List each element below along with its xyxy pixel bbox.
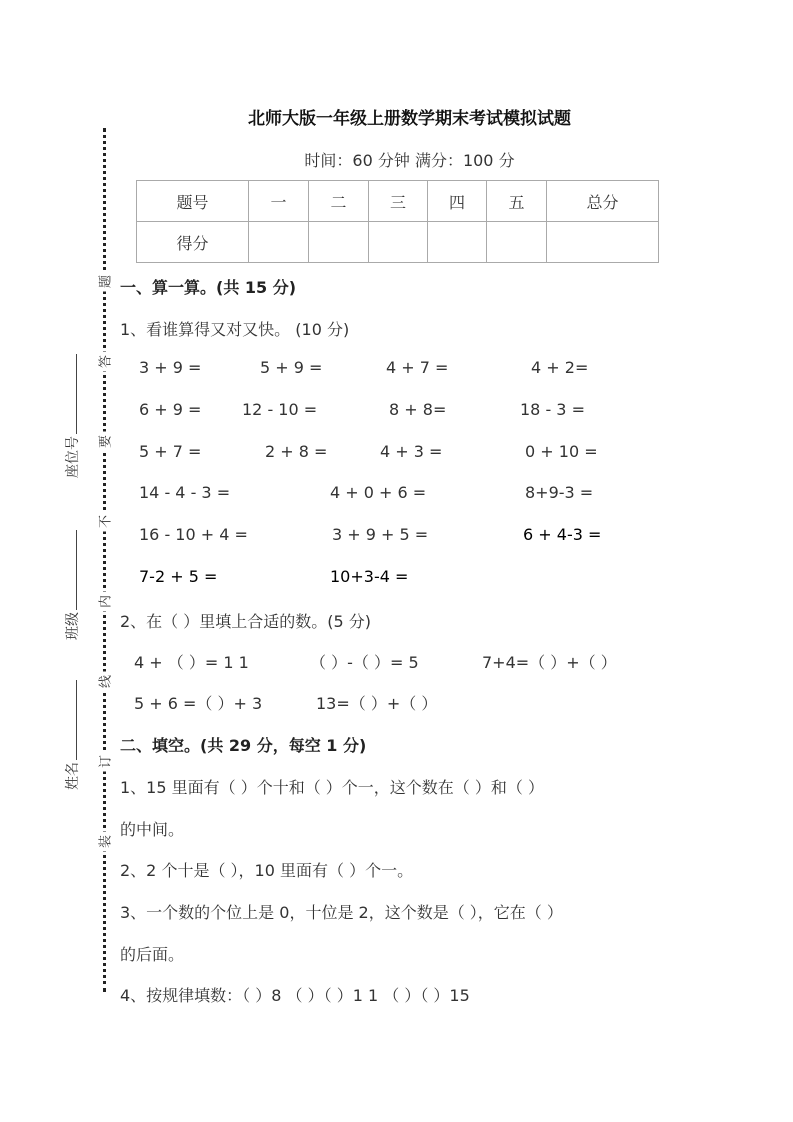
section1-heading: 一、算一算。(共 15 分)	[120, 278, 297, 297]
question-line: 3、一个数的个位上是 0，十位是 2，这个数是（ ），它在（ ）	[120, 903, 563, 922]
equation: 4 + 7 =	[386, 358, 449, 377]
equation: 8 + 8=	[389, 400, 447, 419]
equation: 2 + 8 =	[265, 442, 328, 461]
equation: 12 - 10 =	[242, 400, 318, 419]
fill-blank[interactable]: 5 + 6 =（ ）+ 3	[134, 694, 263, 713]
margin-char: 内	[95, 592, 114, 612]
blank-line	[76, 680, 77, 760]
blank-line	[76, 354, 77, 434]
name-field[interactable]	[62, 680, 82, 790]
page-title: 北师大版一年级上册数学期末考试模拟试题	[248, 109, 571, 129]
score-input[interactable]	[428, 222, 487, 263]
seat-number-field[interactable]	[62, 354, 82, 478]
equation: 4 + 0 + 6 =	[330, 483, 427, 502]
equation: 10+3-4 =	[330, 567, 409, 586]
equation: 5 + 7 =	[139, 442, 202, 461]
exam-info: 时间：60 分钟 满分：100 分	[304, 151, 515, 170]
equation: 6 + 9 =	[139, 400, 202, 419]
table-cell: 题号	[137, 181, 249, 222]
question-line: 的后面。	[120, 945, 185, 964]
equation: 5 + 9 =	[260, 358, 323, 377]
equation: 4 + 3 =	[380, 442, 443, 461]
equation: 4 + 2=	[531, 358, 589, 377]
score-input[interactable]	[309, 222, 369, 263]
question-2: 2、在（ ）里填上合适的数。(5 分)	[120, 612, 372, 631]
equation: 18 - 3 =	[520, 400, 585, 419]
margin-char: 线	[95, 672, 114, 692]
table-row	[137, 181, 659, 222]
class-label: 班级	[65, 612, 81, 640]
score-input[interactable]	[369, 222, 428, 263]
fill-blank[interactable]: 7+4=（ ）+（ ）	[482, 653, 617, 672]
margin-char: 订	[95, 752, 114, 772]
score-input[interactable]	[249, 222, 309, 263]
score-table	[136, 180, 659, 263]
equation: 3 + 9 + 5 =	[332, 525, 429, 544]
score-input[interactable]	[547, 222, 659, 263]
margin-char: 要	[95, 432, 114, 452]
margin-char: 不	[95, 512, 114, 532]
class-field[interactable]	[62, 530, 82, 640]
equation: 3 + 9 =	[139, 358, 202, 377]
table-cell: 四	[428, 181, 487, 222]
seat-number-label: 座位号	[65, 436, 81, 478]
table-cell: 得分	[137, 222, 249, 263]
question-line: 1、15 里面有（ ）个十和（ ）个一，这个数在（ ）和（ ）	[120, 778, 544, 797]
question-line: 4、按规律填数：（ ）8 （ ）（ ）1 1 （ ）（ ）15	[120, 986, 470, 1005]
table-cell: 三	[369, 181, 428, 222]
margin-char: 题	[95, 272, 114, 292]
fill-blank[interactable]: （ ）-（ ）= 5	[310, 653, 419, 672]
equation: 16 - 10 + 4 =	[139, 525, 248, 544]
section2-heading: 二、填空。(共 29 分，每空 1 分)	[120, 736, 367, 755]
table-cell: 二	[309, 181, 369, 222]
question-1: 1、看谁算得又对又快。 (10 分)	[120, 320, 350, 339]
margin-char: 装	[95, 832, 114, 852]
question-line: 2、2 个十是（ ），10 里面有（ ）个一。	[120, 861, 414, 880]
fill-blank[interactable]: 13=（ ）+（ ）	[316, 694, 438, 713]
name-label: 姓名	[65, 762, 81, 790]
table-cell: 总分	[547, 181, 659, 222]
fill-blank[interactable]: 4 + （ ）= 1 1	[134, 653, 249, 672]
table-row	[137, 222, 659, 263]
equation: 7-2 + 5 =	[139, 567, 218, 586]
table-cell: 一	[249, 181, 309, 222]
equation: 6 + 4-3 =	[523, 525, 602, 544]
score-input[interactable]	[487, 222, 547, 263]
equation: 14 - 4 - 3 =	[139, 483, 231, 502]
question-line: 的中间。	[120, 820, 185, 839]
table-cell: 五	[487, 181, 547, 222]
equation: 0 + 10 =	[525, 442, 598, 461]
equation: 8+9-3 =	[525, 483, 594, 502]
blank-line	[76, 530, 77, 610]
binding-dotted-line	[103, 128, 106, 992]
margin-char: 答	[95, 352, 114, 372]
